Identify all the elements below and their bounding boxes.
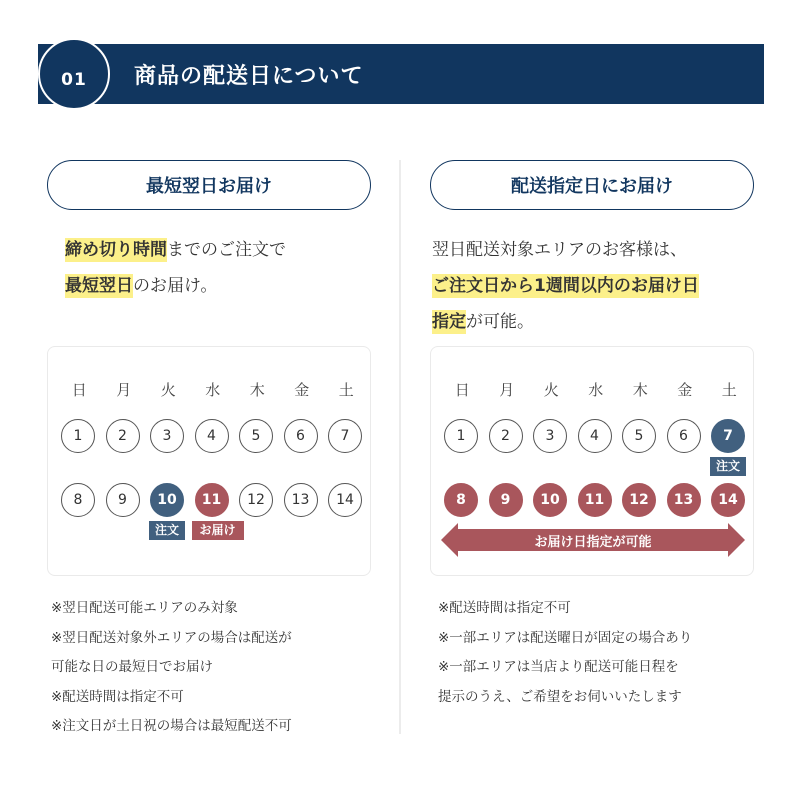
intro-highlight: ご注文日から1週間以内のお届け日	[432, 276, 699, 296]
calendar-day: 2	[106, 419, 140, 453]
intro-highlight: 指定	[432, 312, 466, 332]
intro-text: が可能。	[466, 312, 534, 332]
weekday-label: 金	[294, 381, 310, 399]
calendar-day: 14	[328, 483, 362, 517]
delivery-range-arrow	[441, 523, 745, 557]
calendar-day: 6	[284, 419, 318, 453]
next-day-delivery-intro	[47, 232, 373, 304]
column-divider	[399, 160, 401, 734]
delivery-day: 10	[533, 483, 567, 517]
weekday-label: 火	[543, 381, 559, 399]
weekday-label: 木	[249, 381, 265, 399]
calendar-day: 4	[195, 419, 229, 453]
intro-text: までのご注文で	[167, 240, 286, 260]
weekday-label: 木	[632, 381, 648, 399]
intro-highlight: 締め切り時間	[65, 240, 167, 260]
weekday-label: 日	[454, 381, 470, 399]
calendar-card	[430, 346, 754, 576]
weekday-label: 水	[205, 381, 221, 399]
calendar-day: 9	[106, 483, 140, 517]
calendar-week	[57, 483, 369, 547]
section-header	[38, 44, 764, 104]
note-item: ※配送時間は指定不可	[51, 688, 184, 705]
delivery-day: 13	[667, 483, 701, 517]
delivery-day: 11	[195, 483, 229, 517]
delivery-range-label: お届け日指定が可能	[534, 534, 652, 550]
calendar-day: 2	[489, 419, 523, 453]
weekday-label: 月	[499, 381, 515, 399]
note-item: ※一部エリアは当店より配送可能日程を	[438, 659, 679, 675]
calendar-day: 12	[239, 483, 273, 517]
weekday-label: 日	[71, 381, 87, 399]
order-day: 10	[150, 483, 184, 517]
calendar-day: 6	[667, 419, 701, 453]
intro-highlight: 最短翌日	[65, 276, 133, 296]
intro-text: 翌日配送対象エリアのお客様は、	[432, 240, 687, 260]
calendar-day: 5	[622, 419, 656, 453]
calendar-day: 7	[328, 419, 362, 453]
weekday-label: 月	[116, 381, 132, 399]
intro-text: のお届け。	[133, 276, 218, 296]
calendar-day: 8	[61, 483, 95, 517]
next-day-delivery-notes	[51, 594, 381, 742]
calendar-day: 4	[578, 419, 612, 453]
note-item: 可能な日の最短日でお届け	[51, 659, 213, 675]
next-day-delivery-column	[47, 160, 373, 734]
calendar-day: 3	[150, 419, 184, 453]
weekday-label: 水	[588, 381, 604, 399]
note-item: 提示のうえ、ご希望をお伺いいたします	[438, 688, 682, 705]
weekday-row	[440, 379, 752, 400]
note-item: ※一部エリアは配送曜日が固定の場合あり	[438, 629, 693, 646]
scheduled-delivery-notes	[438, 594, 768, 712]
delivery-day: 8	[444, 483, 478, 517]
calendar-day: 5	[239, 419, 273, 453]
scheduled-delivery-column	[430, 160, 756, 705]
calendar-week	[440, 419, 752, 483]
scheduled-delivery-intro	[430, 232, 756, 340]
delivery-day: 9	[489, 483, 523, 517]
next-day-delivery-heading: 最短翌日お届け	[47, 160, 371, 210]
weekday-row	[57, 379, 369, 400]
weekday-label: 土	[721, 381, 737, 399]
note-item: ※注文日が土日祝の場合は最短配送不可	[51, 718, 292, 734]
calendar-day: 3	[533, 419, 567, 453]
order-tag: 注文	[149, 521, 185, 540]
order-day: 7	[711, 419, 745, 453]
note-item: ※翌日配送可能エリアのみ対象	[51, 600, 238, 616]
note-item: ※配送時間は指定不可	[438, 600, 571, 616]
section-number: 01	[61, 70, 87, 90]
calendar-day: 13	[284, 483, 318, 517]
delivery-day: 11	[578, 483, 612, 517]
delivery-day: 14	[711, 483, 745, 517]
calendar-card	[47, 346, 371, 576]
scheduled-delivery-heading: 配送指定日にお届け	[430, 160, 754, 210]
weekday-label: 火	[160, 381, 176, 399]
weekday-label: 金	[677, 381, 693, 399]
delivery-day: 12	[622, 483, 656, 517]
section-title: 商品の配送日について	[134, 63, 364, 89]
weekday-label: 土	[338, 381, 354, 399]
calendar-week	[57, 419, 369, 483]
delivery-tag: お届け	[192, 521, 244, 540]
calendar-day: 1	[444, 419, 478, 453]
order-tag: 注文	[710, 457, 746, 476]
note-item: ※翌日配送対象外エリアの場合は配送が	[51, 629, 292, 646]
calendar-day: 1	[61, 419, 95, 453]
